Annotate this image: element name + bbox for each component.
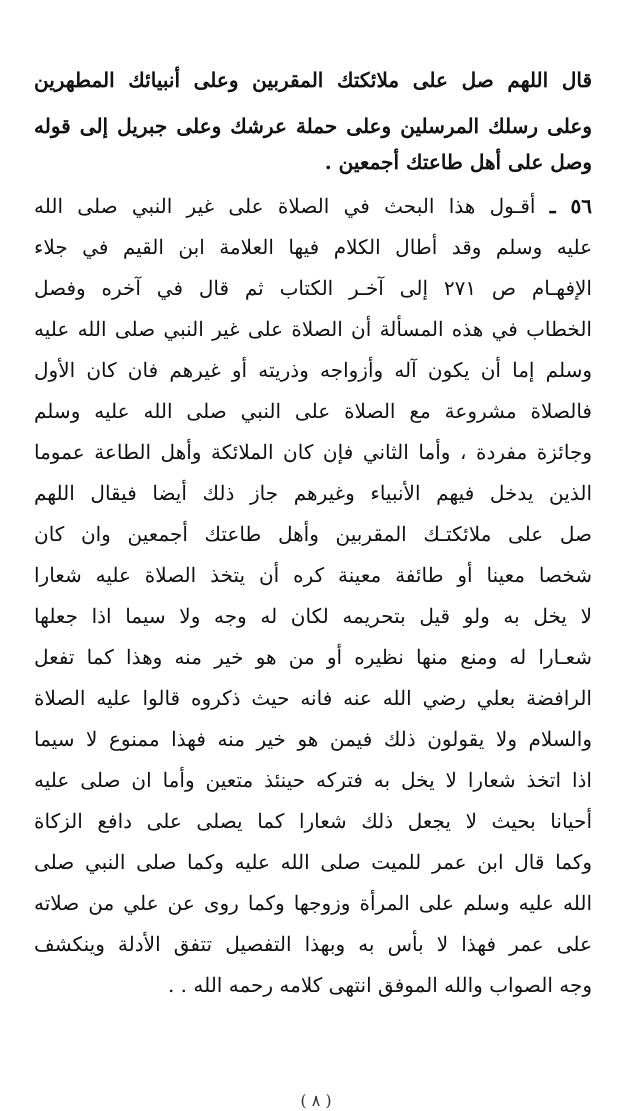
text-line-13: شخصا معينا أو طائفة معينة كره أن يتخذ الصلاة عليه شعارا	[34, 563, 592, 587]
text-line-12: صل على ملائكتـك المقربين وأهل طاعتك أجمعين وان كان	[34, 522, 592, 546]
text-line-4-body: أقـول هذا البحث في الصلاة على غير النبي صلى الله	[34, 194, 536, 218]
text-line-17: والسلام ولا يقولون ذلك فيمن هو خير منه فهذا ممنوع لا سيما	[34, 727, 592, 751]
text-line-16: الرافضة بعلي رضي الله عنه فانه حيث ذكروه قالوا عليه الصلاة	[34, 686, 592, 710]
text-line-19: أحيانا بحيث لا يجعل ذلك شعارا كما يصلى على دافع الزكاة	[34, 809, 592, 833]
text-line-20: وكما قال ابن عمر للميت صلى الله عليه وكما صلى النبي صلى	[34, 850, 592, 874]
text-line-15: شعـارا له ومنع منها نظيره أو من هو خير منه وهذا كما تفعل	[34, 645, 592, 669]
text-line-23: وجه الصواب والله الموفق انتهى كلامه رحمه الله . .	[167, 973, 592, 997]
text-line-8: وسلم إما أن يكون آله وأزواجه وذريته أو غيرهم فان كان الأول	[34, 358, 592, 382]
text-line-21: الله عليه وسلم على المرأة وزوجها وكما روى عن علي من صلاته	[34, 891, 592, 915]
text-line-11: الذين يدخل فيهم الأنبياء وغيرهم جاز ذلك أيضا فيقال اللهم	[34, 481, 592, 505]
paragraph-number: ٥٦ ـ	[549, 194, 592, 218]
text-line-3: وصل على أهل طاعتك أجمعين .	[324, 150, 592, 174]
text-line-10: وجائزة مفردة ، وأما الثاني فإن كان الملائكة وأهل الطاعة عموما	[34, 440, 592, 464]
text-line-4	[34, 188, 592, 224]
text-line-18: اذا اتخذ شعارا لا يخل به فتركه حينئذ متعين وأما ان صلى عليه	[34, 768, 592, 792]
text-line-22: على عمر فهذا لا بأس به وبهذا التفصيل تتفق الأدلة وينكشف	[34, 932, 592, 956]
text-line-1: قال اللهم صل على ملائكتك المقربين وعلى أنبيائك المطهرين	[34, 68, 592, 92]
text-line-9: فالصلاة مشروعة مع الصلاة على النبي صلى الله عليه وسلم	[34, 399, 592, 423]
text-line-14: لا يخل به ولو قيل بتحريمه لكان له وجه ولا سيما اذا جعلها	[34, 604, 592, 628]
text-line-5: عليه وسلم وقد أطال الكلام فيها العلامة ابن القيم في جلاء	[34, 235, 592, 259]
text-line-7: الخطاب في هذه المسألة أن الصلاة على غير النبي صلى الله عليه	[34, 317, 592, 341]
text-line-6: الإفهـام ص ٢٧١ إلى آخـر الكتاب ثم قال في آخره وفصل	[34, 276, 592, 300]
text-line-2: وعلى رسلك المرسلين وعلى حملة عرشك وعلى جبريل إلى قوله	[34, 114, 592, 138]
page-number: ( ٨ )	[300, 1091, 332, 1110]
